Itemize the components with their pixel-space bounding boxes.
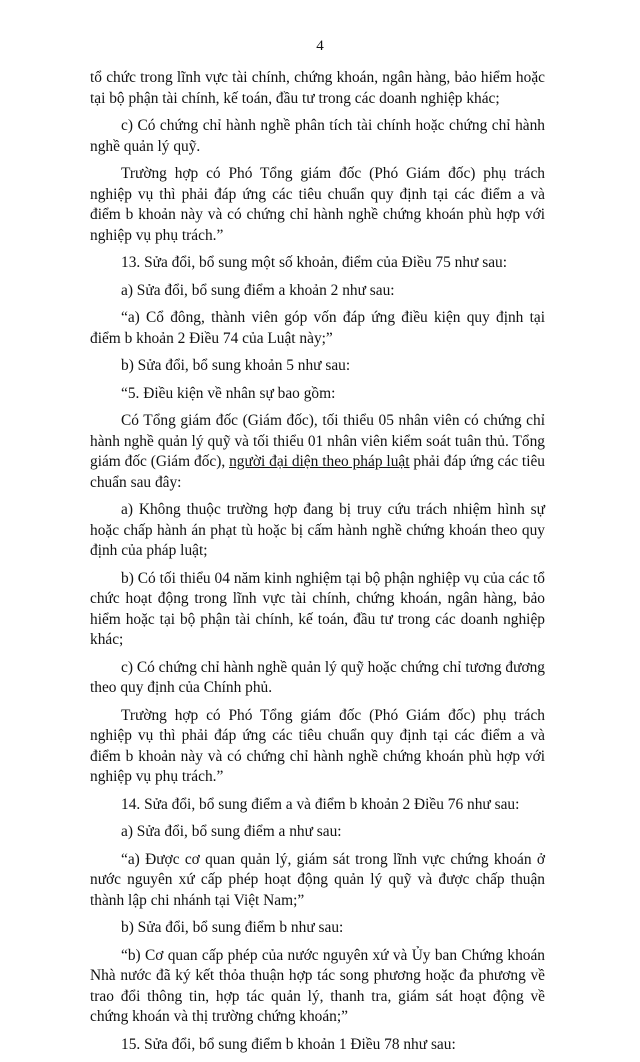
paragraph-deputy-director-requirements: Trường hợp có Phó Tổng giám đốc (Phó Giám đốc) phụ trách nghiệp vụ thì phải đáp ứng các tiêu chuẩn quy định tại các điểm a và điểm b khoản này và có chứng chỉ hành nghề chứng khoán phù hợp với nghiệp vụ phụ trách.” xyxy=(90,165,545,244)
page-number: 4 xyxy=(316,38,324,54)
paragraph-item-14: 14. Sửa đổi, bổ sung điểm a và điểm b khoản 2 Điều 76 như sau: xyxy=(121,795,520,813)
paragraph-continuation: tổ chức trong lĩnh vực tài chính, chứng khoán, ngân hàng, bảo hiểm hoặc tại bộ phận tài chính, kế toán, đầu tư trong các doanh nghiệp khác; xyxy=(90,69,545,107)
paragraph-item-13-a: a) Sửa đổi, bổ sung điểm a khoản 2 như sau: xyxy=(121,281,395,299)
underlined-legal-representative: người đại diện theo pháp luật xyxy=(229,453,410,470)
paragraph-item-14-a: a) Sửa đổi, bổ sung điểm a như sau: xyxy=(121,823,342,840)
paragraph-item-14-b: b) Sửa đổi, bổ sung điểm b như sau: xyxy=(121,919,344,936)
paragraph-quoted-point-a-2: “a) Được cơ quan quản lý, giám sát trong lĩnh vực chứng khoán ở nước nguyên xứ cấp phép hoạt động quản lý quỹ và được chấp thuận thành lập chi nhánh tại Việt Nam;” xyxy=(90,850,545,909)
paragraph-item-13-b: b) Sửa đổi, bổ sung khoản 5 như sau: xyxy=(121,357,351,374)
paragraph-quoted-point-a: “a) Cổ đông, thành viên góp vốn đáp ứng điều kiện quy định tại điểm b khoản 2 Điều 74 của Luật này;” xyxy=(90,309,545,347)
paragraph-quoted-clause-5: “5. Điều kiện về nhân sự bao gồm: xyxy=(121,384,336,402)
paragraph-point-b-experience: b) Có tối thiểu 04 năm kinh nghiệm tại bộ phận nghiệp vụ của các tổ chức hoạt động trong lĩnh vực tài chính, chứng khoán, ngân hàng, bảo hiểm hoặc tại bộ phận tài chính, kế toán, đầu tư trong các doanh nghiệp khác; xyxy=(90,569,545,648)
paragraph-deputy-director-requirements-2: Trường hợp có Phó Tổng giám đốc (Phó Giám đốc) phụ trách nghiệp vụ thì phải đáp ứng các tiêu chuẩn quy định tại các điểm a và điểm b khoản này và có chứng chỉ hành nghề chứng khoán phù hợp với nghiệp vụ phụ trách.” xyxy=(90,706,545,785)
paragraph-personnel-conditions xyxy=(90,411,545,493)
paragraph-point-a-criminal: a) Không thuộc trường hợp đang bị truy cứu trách nhiệm hình sự hoặc chấp hành án phạt tù hoặc bị cấm hành nghề chứng khoán theo quy định của pháp luật; xyxy=(90,501,545,559)
paragraph-quoted-point-b: “b) Cơ quan cấp phép của nước nguyên xứ và Ủy ban Chứng khoán Nhà nước đã ký kết thỏa thuận hợp tác song phương hoặc đa phương về trao đổi thông tin, hợp tác quản lý, thanh tra, giám sát hoạt động về chứng khoán và thị trường chứng khoán;” xyxy=(90,946,545,1025)
text-before-underline: Có Tổng giám đốc (Giám đốc), tối thiểu 05 nhân viên có chứng chỉ hành nghề quản lý quỹ và tối thiểu 01 nhân viên kiểm soát tuân thủ. Tổng giám đốc (Giám đốc), xyxy=(90,412,545,470)
document-body xyxy=(90,68,545,1062)
text-after-underline: phải đáp ứng các tiêu chuẩn sau đây: xyxy=(90,453,546,491)
paragraph-item-15: 15. Sửa đổi, bổ sung điểm b khoản 1 Điều 78 như sau: xyxy=(121,1035,456,1053)
paragraph-item-13: 13. Sửa đổi, bổ sung một số khoản, điểm của Điều 75 như sau: xyxy=(121,254,508,271)
paragraph-point-c-analysis-certificate: c) Có chứng chỉ hành nghề phân tích tài chính hoặc chứng chỉ hành nghề quản lý quỹ. xyxy=(90,117,545,155)
paragraph-point-c-fund-certificate: c) Có chứng chỉ hành nghề quản lý quỹ hoặc chứng chỉ tương đương theo quy định của Chính phủ. xyxy=(90,658,545,696)
